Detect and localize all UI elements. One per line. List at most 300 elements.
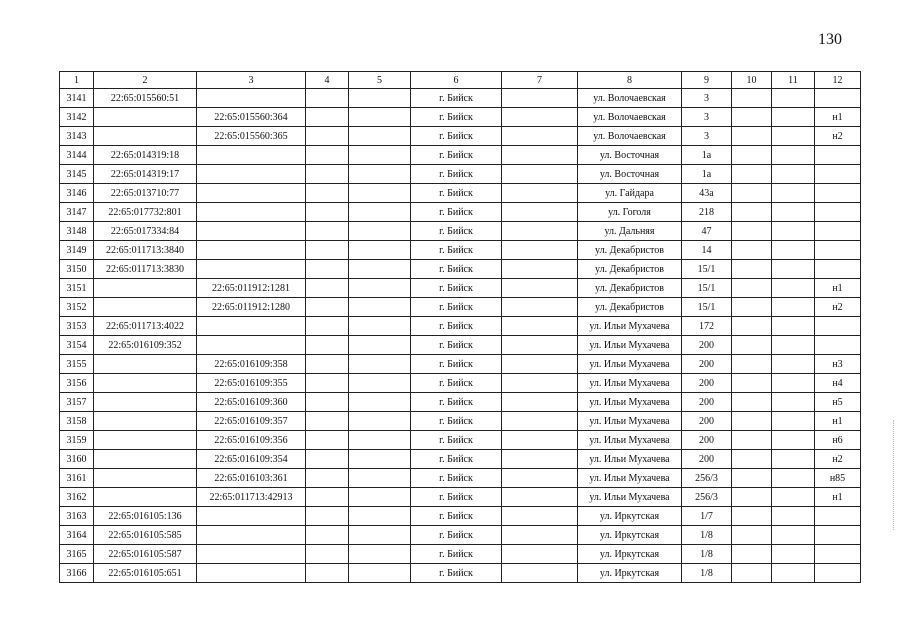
table-cell-col-8: ул. Ильи Мухачева bbox=[578, 431, 682, 450]
table-cell-col-8: ул. Ильи Мухачева bbox=[578, 488, 682, 507]
table-cell-col-10 bbox=[732, 241, 772, 260]
table-row bbox=[60, 450, 861, 469]
table-cell-col-7 bbox=[502, 279, 578, 298]
table-cell-col-3: 22:65:016109:357 bbox=[197, 412, 306, 431]
table-cell-col-8: ул. Ильи Мухачева bbox=[578, 336, 682, 355]
table-cell-col-3 bbox=[197, 146, 306, 165]
table-cell-col-9: 256/3 bbox=[682, 469, 732, 488]
table-cell-col-11 bbox=[772, 165, 815, 184]
table-cell-col-12 bbox=[815, 89, 861, 108]
table-cell-col-8: ул. Декабристов bbox=[578, 279, 682, 298]
table-cell-col-8: ул. Иркутская bbox=[578, 564, 682, 583]
table-cell-col-12: н4 bbox=[815, 374, 861, 393]
table-cell-col-11 bbox=[772, 374, 815, 393]
column-header-10: 10 bbox=[732, 72, 772, 89]
table-row bbox=[60, 127, 861, 146]
table-cell-col-3 bbox=[197, 507, 306, 526]
table-cell-col-5 bbox=[349, 488, 411, 507]
table-cell-col-3: 22:65:011713:42913 bbox=[197, 488, 306, 507]
table-cell-col-7 bbox=[502, 146, 578, 165]
table-cell-col-7 bbox=[502, 412, 578, 431]
table-cell-col-4 bbox=[306, 279, 349, 298]
column-header-5: 5 bbox=[349, 72, 411, 89]
table-cell-col-2: 22:65:016105:587 bbox=[94, 545, 197, 564]
table-row bbox=[60, 469, 861, 488]
table-cell-col-7 bbox=[502, 431, 578, 450]
table-cell-col-2: 22:65:013710:77 bbox=[94, 184, 197, 203]
table-cell-col-10 bbox=[732, 393, 772, 412]
table-cell-col-3 bbox=[197, 241, 306, 260]
table-cell-col-11 bbox=[772, 545, 815, 564]
table-row bbox=[60, 431, 861, 450]
table-cell-col-10 bbox=[732, 507, 772, 526]
table-row bbox=[60, 260, 861, 279]
table-cell-col-1: 3166 bbox=[60, 564, 94, 583]
table-cell-col-2: 22:65:017732:801 bbox=[94, 203, 197, 222]
table-cell-col-2: 22:65:014319:17 bbox=[94, 165, 197, 184]
table-cell-col-11 bbox=[772, 412, 815, 431]
header-row bbox=[60, 72, 861, 89]
column-header-7: 7 bbox=[502, 72, 578, 89]
table-cell-col-1: 3143 bbox=[60, 127, 94, 146]
table-cell-col-10 bbox=[732, 298, 772, 317]
table-cell-col-1: 3159 bbox=[60, 431, 94, 450]
table-cell-col-6: г. Бийск bbox=[411, 545, 502, 564]
table-cell-col-1: 3149 bbox=[60, 241, 94, 260]
table-cell-col-2: 22:65:016105:585 bbox=[94, 526, 197, 545]
table-cell-col-8: ул. Иркутская bbox=[578, 545, 682, 564]
table-cell-col-5 bbox=[349, 89, 411, 108]
table-row bbox=[60, 108, 861, 127]
table-cell-col-3: 22:65:016109:360 bbox=[197, 393, 306, 412]
table-cell-col-7 bbox=[502, 355, 578, 374]
table-cell-col-12: н85 bbox=[815, 469, 861, 488]
table-cell-col-8: ул. Декабристов bbox=[578, 260, 682, 279]
table-cell-col-1: 3154 bbox=[60, 336, 94, 355]
table-cell-col-11 bbox=[772, 260, 815, 279]
table-cell-col-6: г. Бийск bbox=[411, 89, 502, 108]
table-cell-col-1: 3142 bbox=[60, 108, 94, 127]
table-cell-col-12 bbox=[815, 146, 861, 165]
table-cell-col-10 bbox=[732, 317, 772, 336]
table-cell-col-2 bbox=[94, 279, 197, 298]
table-cell-col-11 bbox=[772, 108, 815, 127]
table-cell-col-7 bbox=[502, 336, 578, 355]
table-cell-col-11 bbox=[772, 450, 815, 469]
table-cell-col-4 bbox=[306, 336, 349, 355]
table-cell-col-5 bbox=[349, 108, 411, 127]
table-cell-col-4 bbox=[306, 165, 349, 184]
table-cell-col-4 bbox=[306, 431, 349, 450]
table-cell-col-12 bbox=[815, 545, 861, 564]
table-cell-col-4 bbox=[306, 317, 349, 336]
table-cell-col-11 bbox=[772, 222, 815, 241]
table-cell-col-11 bbox=[772, 203, 815, 222]
table-row bbox=[60, 241, 861, 260]
table-cell-col-6: г. Бийск bbox=[411, 184, 502, 203]
table-cell-col-8: ул. Гоголя bbox=[578, 203, 682, 222]
table-cell-col-7 bbox=[502, 241, 578, 260]
table-cell-col-4 bbox=[306, 488, 349, 507]
table-cell-col-1: 3147 bbox=[60, 203, 94, 222]
table-cell-col-9: 200 bbox=[682, 336, 732, 355]
table-cell-col-5 bbox=[349, 507, 411, 526]
table-cell-col-3 bbox=[197, 89, 306, 108]
table-cell-col-1: 3161 bbox=[60, 469, 94, 488]
table-cell-col-8: ул. Ильи Мухачева bbox=[578, 450, 682, 469]
table-cell-col-4 bbox=[306, 184, 349, 203]
table-cell-col-1: 3163 bbox=[60, 507, 94, 526]
table-cell-col-7 bbox=[502, 526, 578, 545]
table-cell-col-2: 22:65:016105:651 bbox=[94, 564, 197, 583]
table-cell-col-8: ул. Ильи Мухачева bbox=[578, 374, 682, 393]
table-cell-col-2: 22:65:016109:352 bbox=[94, 336, 197, 355]
table-cell-col-4 bbox=[306, 127, 349, 146]
table-row bbox=[60, 507, 861, 526]
table-cell-col-6: г. Бийск bbox=[411, 336, 502, 355]
table-cell-col-5 bbox=[349, 469, 411, 488]
table-cell-col-10 bbox=[732, 545, 772, 564]
table-cell-col-12 bbox=[815, 165, 861, 184]
table-cell-col-10 bbox=[732, 431, 772, 450]
table-cell-col-9: 1/8 bbox=[682, 564, 732, 583]
table-cell-col-3: 22:65:011912:1280 bbox=[197, 298, 306, 317]
table-row bbox=[60, 526, 861, 545]
table-cell-col-9: 1/8 bbox=[682, 545, 732, 564]
table-cell-col-8: ул. Ильи Мухачева bbox=[578, 355, 682, 374]
table-cell-col-12 bbox=[815, 507, 861, 526]
table-cell-col-12: н2 bbox=[815, 127, 861, 146]
table-cell-col-8: ул. Декабристов bbox=[578, 298, 682, 317]
table-cell-col-8: ул. Ильи Мухачева bbox=[578, 393, 682, 412]
table-cell-col-2 bbox=[94, 431, 197, 450]
table-cell-col-3 bbox=[197, 260, 306, 279]
table-cell-col-12: н6 bbox=[815, 431, 861, 450]
table-cell-col-4 bbox=[306, 260, 349, 279]
table-row bbox=[60, 317, 861, 336]
table-cell-col-11 bbox=[772, 317, 815, 336]
table-cell-col-12 bbox=[815, 203, 861, 222]
table-cell-col-7 bbox=[502, 469, 578, 488]
table-cell-col-6: г. Бийск bbox=[411, 298, 502, 317]
table-cell-col-10 bbox=[732, 564, 772, 583]
table-cell-col-9: 172 bbox=[682, 317, 732, 336]
table-cell-col-1: 3145 bbox=[60, 165, 94, 184]
table-cell-col-4 bbox=[306, 203, 349, 222]
table-cell-col-9: 3 bbox=[682, 108, 732, 127]
column-header-4: 4 bbox=[306, 72, 349, 89]
table-row bbox=[60, 564, 861, 583]
table-cell-col-7 bbox=[502, 317, 578, 336]
table-cell-col-1: 3150 bbox=[60, 260, 94, 279]
table-row bbox=[60, 412, 861, 431]
table-row bbox=[60, 222, 861, 241]
table-cell-col-5 bbox=[349, 241, 411, 260]
table-cell-col-3 bbox=[197, 526, 306, 545]
table-cell-col-12: н2 bbox=[815, 450, 861, 469]
table-cell-col-12 bbox=[815, 260, 861, 279]
table-cell-col-8: ул. Волочаевская bbox=[578, 127, 682, 146]
table-cell-col-11 bbox=[772, 507, 815, 526]
table-cell-col-1: 3158 bbox=[60, 412, 94, 431]
table-cell-col-7 bbox=[502, 488, 578, 507]
table-cell-col-10 bbox=[732, 165, 772, 184]
table-cell-col-1: 3144 bbox=[60, 146, 94, 165]
table-cell-col-8: ул. Ильи Мухачева bbox=[578, 469, 682, 488]
table-cell-col-7 bbox=[502, 298, 578, 317]
table-cell-col-7 bbox=[502, 184, 578, 203]
table-cell-col-9: 1/7 bbox=[682, 507, 732, 526]
table-cell-col-5 bbox=[349, 355, 411, 374]
table-cell-col-9: 1а bbox=[682, 146, 732, 165]
table-cell-col-9: 200 bbox=[682, 374, 732, 393]
table-cell-col-9: 15/1 bbox=[682, 298, 732, 317]
table-cell-col-10 bbox=[732, 526, 772, 545]
table-cell-col-8: ул. Иркутская bbox=[578, 507, 682, 526]
table-cell-col-5 bbox=[349, 146, 411, 165]
table-cell-col-12: н1 bbox=[815, 488, 861, 507]
table-cell-col-3: 22:65:016103:361 bbox=[197, 469, 306, 488]
table-cell-col-2: 22:65:011713:3840 bbox=[94, 241, 197, 260]
table-cell-col-10 bbox=[732, 89, 772, 108]
table-cell-col-7 bbox=[502, 545, 578, 564]
table-cell-col-7 bbox=[502, 260, 578, 279]
table-row bbox=[60, 355, 861, 374]
table-cell-col-6: г. Бийск bbox=[411, 450, 502, 469]
table-row bbox=[60, 298, 861, 317]
table-cell-col-10 bbox=[732, 355, 772, 374]
table-cell-col-6: г. Бийск bbox=[411, 507, 502, 526]
table-cell-col-12: н1 bbox=[815, 412, 861, 431]
table-cell-col-8: ул. Ильи Мухачева bbox=[578, 317, 682, 336]
table-cell-col-7 bbox=[502, 203, 578, 222]
table-cell-col-11 bbox=[772, 336, 815, 355]
table-cell-col-6: г. Бийск bbox=[411, 412, 502, 431]
table-cell-col-11 bbox=[772, 298, 815, 317]
table-cell-col-9: 200 bbox=[682, 393, 732, 412]
table-cell-col-6: г. Бийск bbox=[411, 146, 502, 165]
table-cell-col-4 bbox=[306, 89, 349, 108]
table-cell-col-4 bbox=[306, 526, 349, 545]
table-row bbox=[60, 488, 861, 507]
table-cell-col-8: ул. Волочаевская bbox=[578, 108, 682, 127]
table-cell-col-9: 200 bbox=[682, 450, 732, 469]
table-cell-col-5 bbox=[349, 222, 411, 241]
table-cell-col-12: н2 bbox=[815, 298, 861, 317]
table-cell-col-12: н1 bbox=[815, 279, 861, 298]
table-cell-col-6: г. Бийск bbox=[411, 108, 502, 127]
column-header-9: 9 bbox=[682, 72, 732, 89]
scan-edge-marks bbox=[893, 420, 896, 530]
table-cell-col-9: 3 bbox=[682, 89, 732, 108]
table-cell-col-4 bbox=[306, 545, 349, 564]
table-cell-col-3 bbox=[197, 564, 306, 583]
table-cell-col-4 bbox=[306, 298, 349, 317]
table-cell-col-9: 200 bbox=[682, 431, 732, 450]
table-cell-col-6: г. Бийск bbox=[411, 241, 502, 260]
table-cell-col-11 bbox=[772, 146, 815, 165]
table-cell-col-9: 43а bbox=[682, 184, 732, 203]
table-cell-col-5 bbox=[349, 260, 411, 279]
table-cell-col-1: 3153 bbox=[60, 317, 94, 336]
table-cell-col-1: 3160 bbox=[60, 450, 94, 469]
table-cell-col-5 bbox=[349, 564, 411, 583]
table-cell-col-2 bbox=[94, 469, 197, 488]
table-cell-col-5 bbox=[349, 165, 411, 184]
table-cell-col-9: 14 bbox=[682, 241, 732, 260]
table-cell-col-6: г. Бийск bbox=[411, 469, 502, 488]
table-cell-col-4 bbox=[306, 108, 349, 127]
table-cell-col-5 bbox=[349, 412, 411, 431]
table-cell-col-1: 3156 bbox=[60, 374, 94, 393]
table-cell-col-2 bbox=[94, 127, 197, 146]
table-cell-col-1: 3152 bbox=[60, 298, 94, 317]
table-cell-col-3 bbox=[197, 336, 306, 355]
table-cell-col-11 bbox=[772, 241, 815, 260]
table-cell-col-9: 218 bbox=[682, 203, 732, 222]
table-cell-col-6: г. Бийск bbox=[411, 279, 502, 298]
table-cell-col-2 bbox=[94, 393, 197, 412]
table-cell-col-3: 22:65:015560:364 bbox=[197, 108, 306, 127]
table-cell-col-10 bbox=[732, 184, 772, 203]
column-header-1: 1 bbox=[60, 72, 94, 89]
table-cell-col-9: 15/1 bbox=[682, 260, 732, 279]
column-header-2: 2 bbox=[94, 72, 197, 89]
table-row bbox=[60, 165, 861, 184]
table-cell-col-5 bbox=[349, 279, 411, 298]
register-table bbox=[59, 71, 861, 583]
table-cell-col-9: 1а bbox=[682, 165, 732, 184]
table-cell-col-2 bbox=[94, 298, 197, 317]
table-cell-col-1: 3162 bbox=[60, 488, 94, 507]
table-cell-col-1: 3155 bbox=[60, 355, 94, 374]
table-cell-col-12 bbox=[815, 564, 861, 583]
table-cell-col-11 bbox=[772, 526, 815, 545]
table-cell-col-6: г. Бийск bbox=[411, 564, 502, 583]
table-cell-col-7 bbox=[502, 393, 578, 412]
table-cell-col-2 bbox=[94, 108, 197, 127]
table-cell-col-7 bbox=[502, 507, 578, 526]
table-cell-col-3: 22:65:016109:355 bbox=[197, 374, 306, 393]
table-cell-col-6: г. Бийск bbox=[411, 431, 502, 450]
table-cell-col-6: г. Бийск bbox=[411, 393, 502, 412]
table-cell-col-10 bbox=[732, 279, 772, 298]
table-cell-col-12 bbox=[815, 526, 861, 545]
table-cell-col-6: г. Бийск bbox=[411, 355, 502, 374]
table-cell-col-10 bbox=[732, 488, 772, 507]
table-cell-col-12: н5 bbox=[815, 393, 861, 412]
table-row bbox=[60, 393, 861, 412]
table-cell-col-9: 256/3 bbox=[682, 488, 732, 507]
table-cell-col-7 bbox=[502, 222, 578, 241]
table-cell-col-10 bbox=[732, 469, 772, 488]
table-cell-col-5 bbox=[349, 298, 411, 317]
column-header-6: 6 bbox=[411, 72, 502, 89]
table-cell-col-5 bbox=[349, 336, 411, 355]
table-cell-col-7 bbox=[502, 89, 578, 108]
table-cell-col-6: г. Бийск bbox=[411, 203, 502, 222]
table-cell-col-3 bbox=[197, 222, 306, 241]
table-cell-col-12 bbox=[815, 222, 861, 241]
table-row bbox=[60, 374, 861, 393]
table-row bbox=[60, 184, 861, 203]
table-cell-col-10 bbox=[732, 146, 772, 165]
table-cell-col-7 bbox=[502, 564, 578, 583]
table-cell-col-4 bbox=[306, 222, 349, 241]
table-cell-col-3 bbox=[197, 184, 306, 203]
table-cell-col-4 bbox=[306, 393, 349, 412]
table-cell-col-3 bbox=[197, 165, 306, 184]
table-cell-col-7 bbox=[502, 127, 578, 146]
table-row bbox=[60, 279, 861, 298]
table-cell-col-12 bbox=[815, 317, 861, 336]
table-cell-col-3: 22:65:011912:1281 bbox=[197, 279, 306, 298]
table-cell-col-11 bbox=[772, 184, 815, 203]
table-cell-col-6: г. Бийск bbox=[411, 127, 502, 146]
table-cell-col-2: 22:65:011713:4022 bbox=[94, 317, 197, 336]
table-cell-col-8: ул. Иркутская bbox=[578, 526, 682, 545]
table-cell-col-10 bbox=[732, 412, 772, 431]
table-cell-col-9: 200 bbox=[682, 412, 732, 431]
table-cell-col-5 bbox=[349, 545, 411, 564]
table-cell-col-5 bbox=[349, 526, 411, 545]
table-cell-col-1: 3157 bbox=[60, 393, 94, 412]
table-cell-col-7 bbox=[502, 108, 578, 127]
table-cell-col-8: ул. Восточная bbox=[578, 165, 682, 184]
column-header-12: 12 bbox=[815, 72, 861, 89]
table-cell-col-5 bbox=[349, 450, 411, 469]
table-cell-col-12: н3 bbox=[815, 355, 861, 374]
table-cell-col-8: ул. Дальняя bbox=[578, 222, 682, 241]
table-cell-col-1: 3146 bbox=[60, 184, 94, 203]
table-cell-col-2 bbox=[94, 450, 197, 469]
table-cell-col-3: 22:65:016109:354 bbox=[197, 450, 306, 469]
table-cell-col-4 bbox=[306, 374, 349, 393]
table-cell-col-6: г. Бийск bbox=[411, 165, 502, 184]
table-row bbox=[60, 89, 861, 108]
table-cell-col-5 bbox=[349, 184, 411, 203]
table-cell-col-2: 22:65:017334:84 bbox=[94, 222, 197, 241]
table-cell-col-11 bbox=[772, 279, 815, 298]
table-cell-col-4 bbox=[306, 450, 349, 469]
table-cell-col-6: г. Бийск bbox=[411, 526, 502, 545]
column-header-8: 8 bbox=[578, 72, 682, 89]
table-row bbox=[60, 146, 861, 165]
table-cell-col-10 bbox=[732, 127, 772, 146]
table-cell-col-2 bbox=[94, 374, 197, 393]
table-cell-col-2: 22:65:014319:18 bbox=[94, 146, 197, 165]
table-cell-col-3: 22:65:015560:365 bbox=[197, 127, 306, 146]
table-cell-col-3 bbox=[197, 203, 306, 222]
table-cell-col-11 bbox=[772, 393, 815, 412]
table-cell-col-9: 47 bbox=[682, 222, 732, 241]
table-cell-col-7 bbox=[502, 450, 578, 469]
table-cell-col-11 bbox=[772, 488, 815, 507]
table-cell-col-11 bbox=[772, 431, 815, 450]
table-cell-col-12 bbox=[815, 184, 861, 203]
table-cell-col-12 bbox=[815, 241, 861, 260]
table-row bbox=[60, 336, 861, 355]
table-cell-col-8: ул. Восточная bbox=[578, 146, 682, 165]
table-cell-col-8: ул. Гайдара bbox=[578, 184, 682, 203]
table-cell-col-4 bbox=[306, 469, 349, 488]
table-cell-col-6: г. Бийск bbox=[411, 222, 502, 241]
table-cell-col-11 bbox=[772, 469, 815, 488]
table-cell-col-3: 22:65:016109:356 bbox=[197, 431, 306, 450]
table-cell-col-3 bbox=[197, 317, 306, 336]
table-cell-col-2: 22:65:016105:136 bbox=[94, 507, 197, 526]
table-cell-col-6: г. Бийск bbox=[411, 374, 502, 393]
